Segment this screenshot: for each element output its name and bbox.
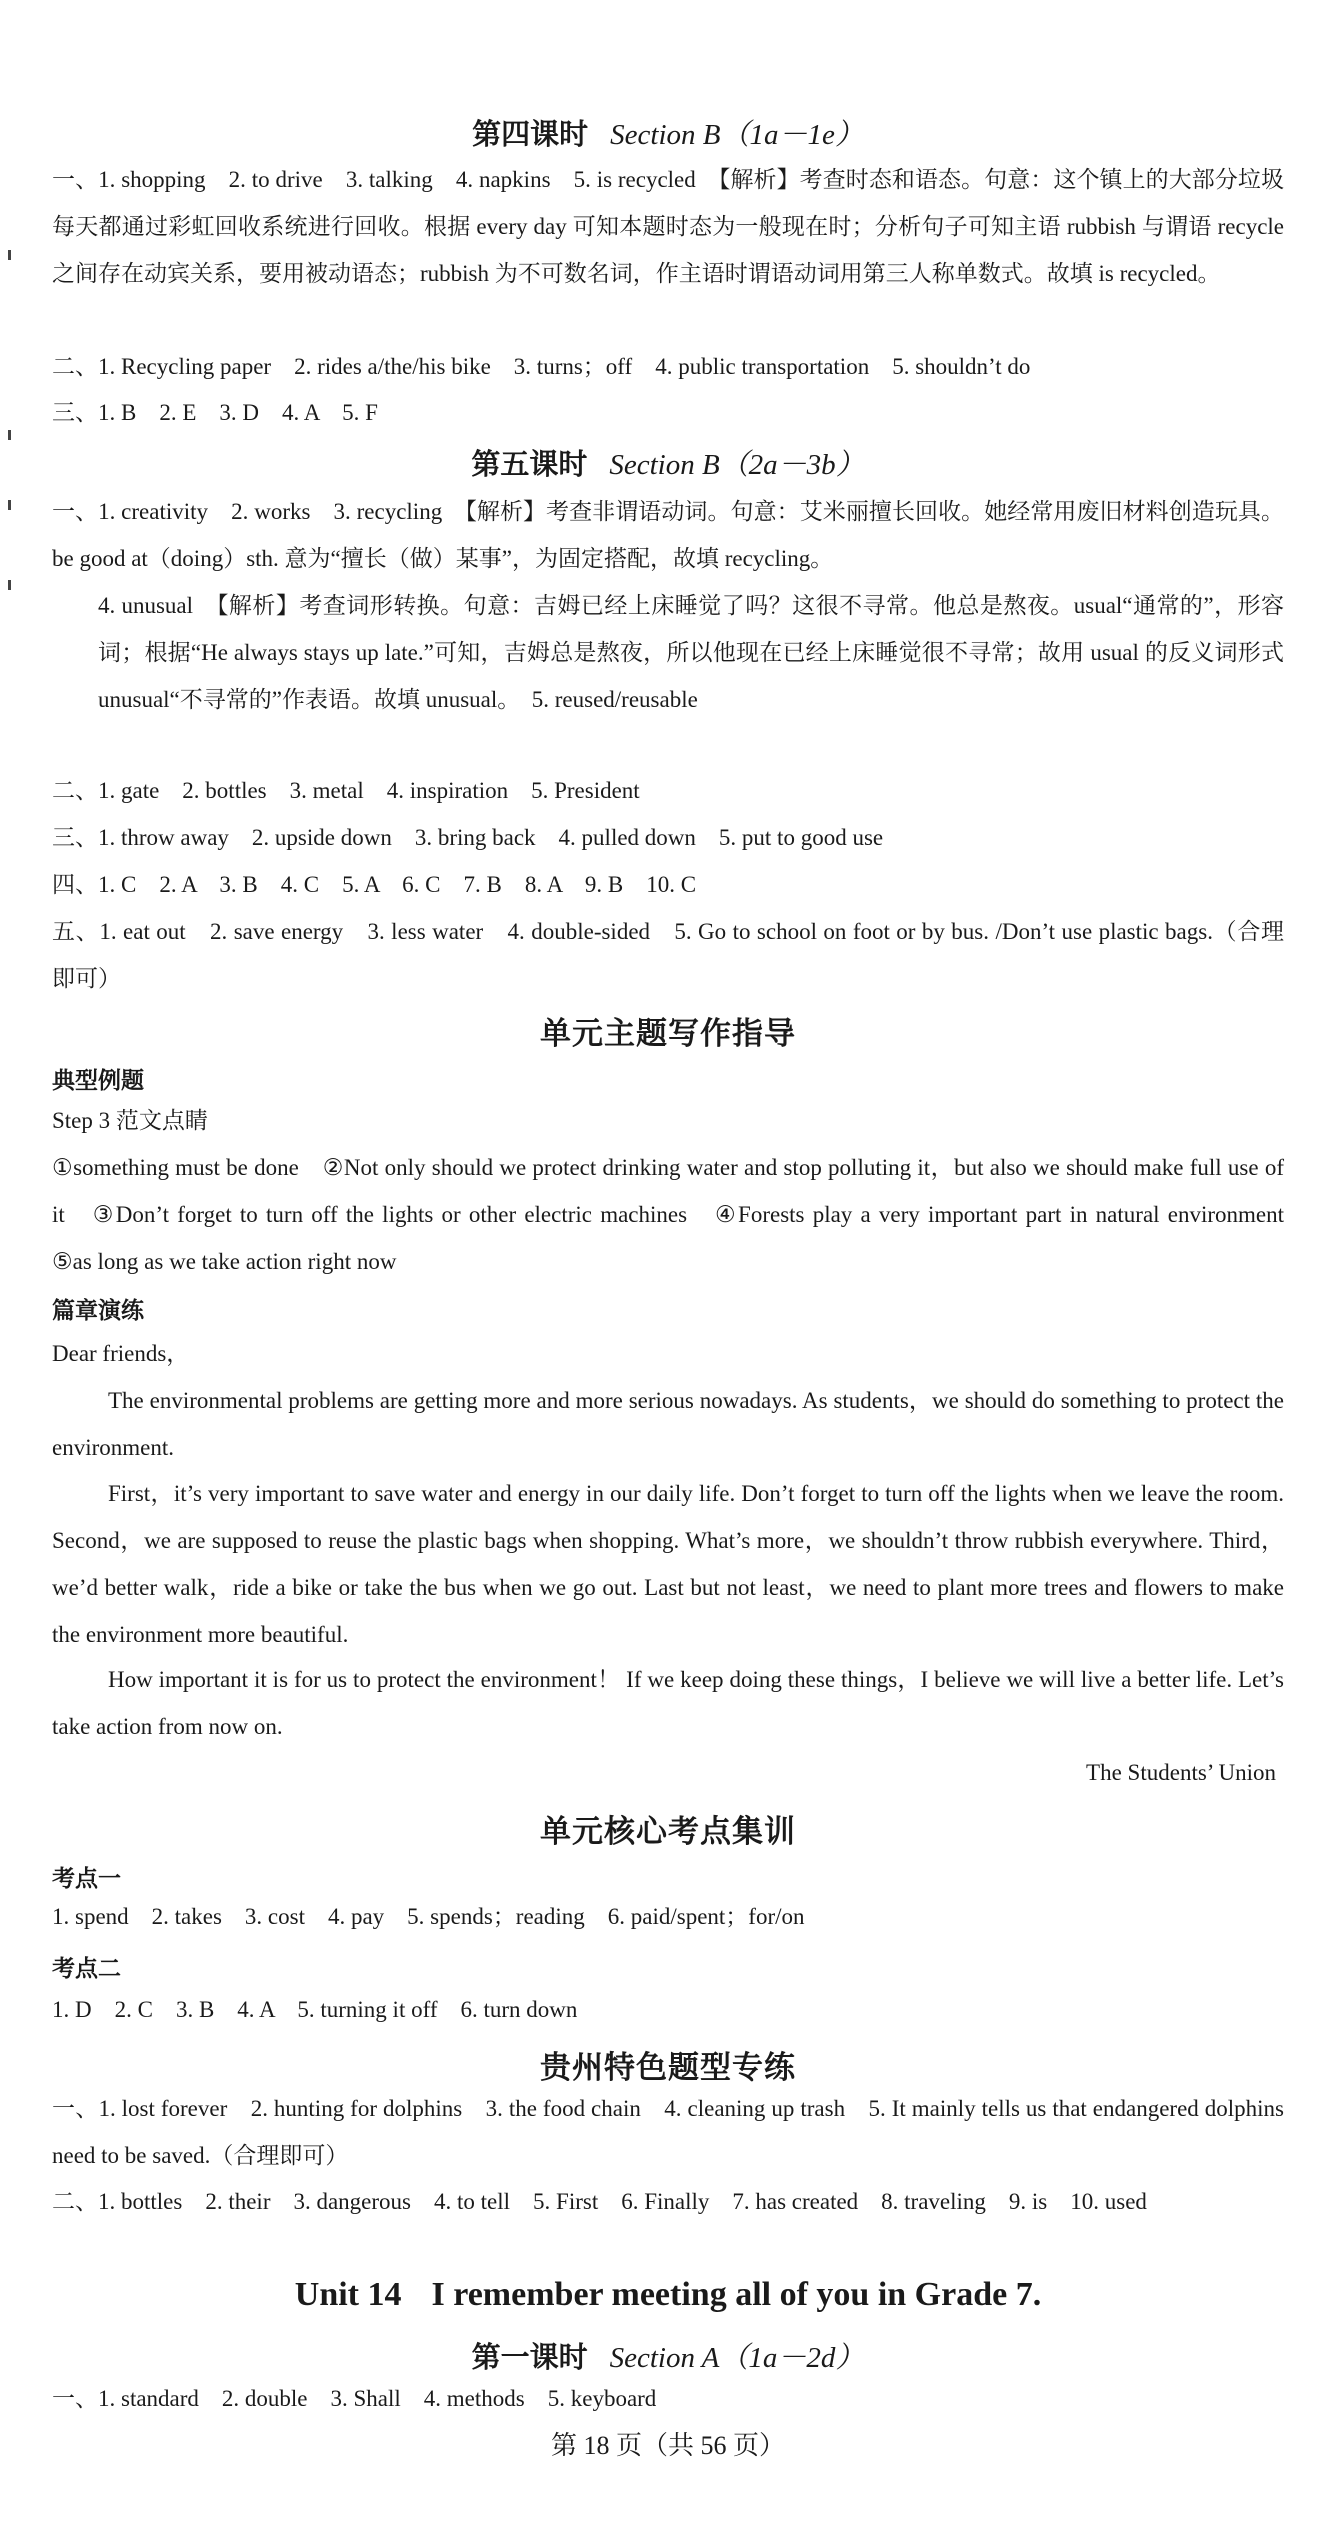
lesson5-heading <box>52 442 1284 483</box>
example-heading: 典型例题 <box>52 1068 144 1093</box>
core-point1-answers: 1. spend 2. takes 3. cost 4. pay 5. spends；reading 6. paid/spent；for/on <box>52 1904 805 1929</box>
lesson5-section: Section B（2a－3b） <box>609 449 865 481</box>
unit14-lesson1-section: Section A（1a－2d） <box>609 2342 865 2374</box>
margin-mark <box>8 250 11 260</box>
lesson5-part4: 四、1. C 2. A 3. B 4. C 5. A 6. C 7. B 8. A 9. B 10. C <box>52 872 697 897</box>
core-point2-answers: 1. D 2. C 3. B 4. A 5. turning it off 6. turn down <box>52 1997 578 2022</box>
lesson5-part1-cont: 4. unusual 【解析】考查词形转换。句意：吉姆已经上床睡觉了吗？这很不寻常。他总是熬夜。usual“通常的”，形容词；根据“He always stays up late.”可知，吉姆总是熬夜，所以他现在已经上床睡觉很不寻常；故用 usual 的反义词形式 unusual“不寻常的”作表语。故填 unusual。 5. reused/reusable <box>98 593 1284 712</box>
letter-signature: The Students’ Union <box>1086 1760 1276 1785</box>
lesson4-heading <box>52 112 1284 153</box>
lesson5-part1: 一、1. creativity 2. works 3. recycling 【解析】考查非谓语动词。句意：艾米丽擅长回收。她经常用废旧材料创造玩具。be good at（doing）sth. 意为“擅长（做）某事”，为固定搭配，故填 recycling。 <box>52 499 1284 571</box>
practice-heading: 篇章演练 <box>52 1298 144 1323</box>
guizhou-part2: 二、1. bottles 2. their 3. dangerous 4. to tell 5. First 6. Finally 7. has created 8. traveling 9. is 10. used <box>52 2189 1147 2214</box>
lesson5-part2: 二、1. gate 2. bottles 3. metal 4. inspiration 5. President <box>52 778 640 803</box>
step-answers: ①something must be done ②Not only should we protect drinking water and stop polluting it，but also we should make full use of it ③Don’t forget to turn off the lights or other electric machines ④Forests play a very important part in natural environment ⑤as long as we take action right now <box>52 1155 1307 1274</box>
lesson5-title: 第五课时 <box>471 449 588 481</box>
letter-para-1: The environmental problems are getting more and more serious nowadays. As students，we should do something to protect the environment. <box>52 1388 1284 1460</box>
lesson4-part3: 三、1. B 2. E 3. D 4. A 5. F <box>52 400 378 425</box>
margin-mark <box>8 430 11 440</box>
core-title: 单元核心考点集训 <box>540 1814 796 1849</box>
letter-para-2: First，it’s very important to save water and energy in our daily life. Don’t forget to turn off the lights when we leave the room. Second，we are supposed to reuse the plastic bags when shopping. What’s more，we shouldn’t throw rubbish everywhere. Third，we’d better walk，ride a bike or take the bus when we go out. Last but not least，we need to plant more trees and flowers to make the environment more beautiful. <box>52 1481 1284 1647</box>
letter-para-3: How important it is for us to protect the environment！ If we keep doing these things，I believe we will live a better life. Let’s take action from now on. <box>52 1667 1284 1739</box>
guizhou-title: 贵州特色题型专练 <box>540 2050 796 2085</box>
unit-title: I remember meeting all of you in Grade 7. <box>431 2276 1042 2313</box>
lesson4-part1: 一、1. shopping 2. to drive 3. talking 4. napkins 5. is recycled 【解析】考查时态和语态。句意：这个镇上的大部分垃圾每天都通过彩虹回收系统进行回收。根据 every day 可知本题时态为一般现在时；分析句子可知主语 rubbish 与谓语 recycle 之间存在动宾关系，要用被动语态；rubbish 为不可数名词，作主语时谓语动词用第三人称单数式。故填 is recycled。 <box>52 167 1284 286</box>
step-heading: Step 3 范文点睛 <box>52 1108 208 1133</box>
unit14-heading <box>52 2276 1284 2314</box>
unit14-part1: 一、1. standard 2. double 3. Shall 4. methods 5. keyboard <box>52 2386 657 2411</box>
lesson5-part5: 五、1. eat out 2. save energy 3. less water 4. double-sided 5. Go to school on foot or by bus. /Don’t use plastic bags.（合理即可） <box>52 919 1284 991</box>
guizhou-part1: 一、1. lost forever 2. hunting for dolphins 3. the food chain 4. cleaning up trash 5. It mainly tells us that endangered dolphins need to be saved.（合理即可） <box>52 2096 1284 2168</box>
page-number: 第 18 页（共 56 页） <box>550 2431 785 2460</box>
lesson4-title: 第四课时 <box>472 119 589 151</box>
lesson4-section: Section B（1a－1e） <box>610 119 864 151</box>
letter-greeting: Dear friends， <box>52 1341 190 1366</box>
core-point2: 考点二 <box>52 1956 121 1981</box>
margin-mark <box>8 580 11 590</box>
lesson4-part2: 二、1. Recycling paper 2. rides a/the/his bike 3. turns；off 4. public transportation 5. shouldn’t do <box>52 354 1031 379</box>
unit14-lesson1-title: 第一课时 <box>471 2342 588 2374</box>
core-point1: 考点一 <box>52 1866 121 1891</box>
unit-number: Unit 14 <box>294 2276 402 2313</box>
writing-title: 单元主题写作指导 <box>540 1016 796 1051</box>
margin-mark <box>8 500 11 510</box>
lesson5-part3: 三、1. throw away 2. upside down 3. bring back 4. pulled down 5. put to good use <box>52 825 884 850</box>
unit14-lesson1-heading <box>52 2335 1284 2376</box>
